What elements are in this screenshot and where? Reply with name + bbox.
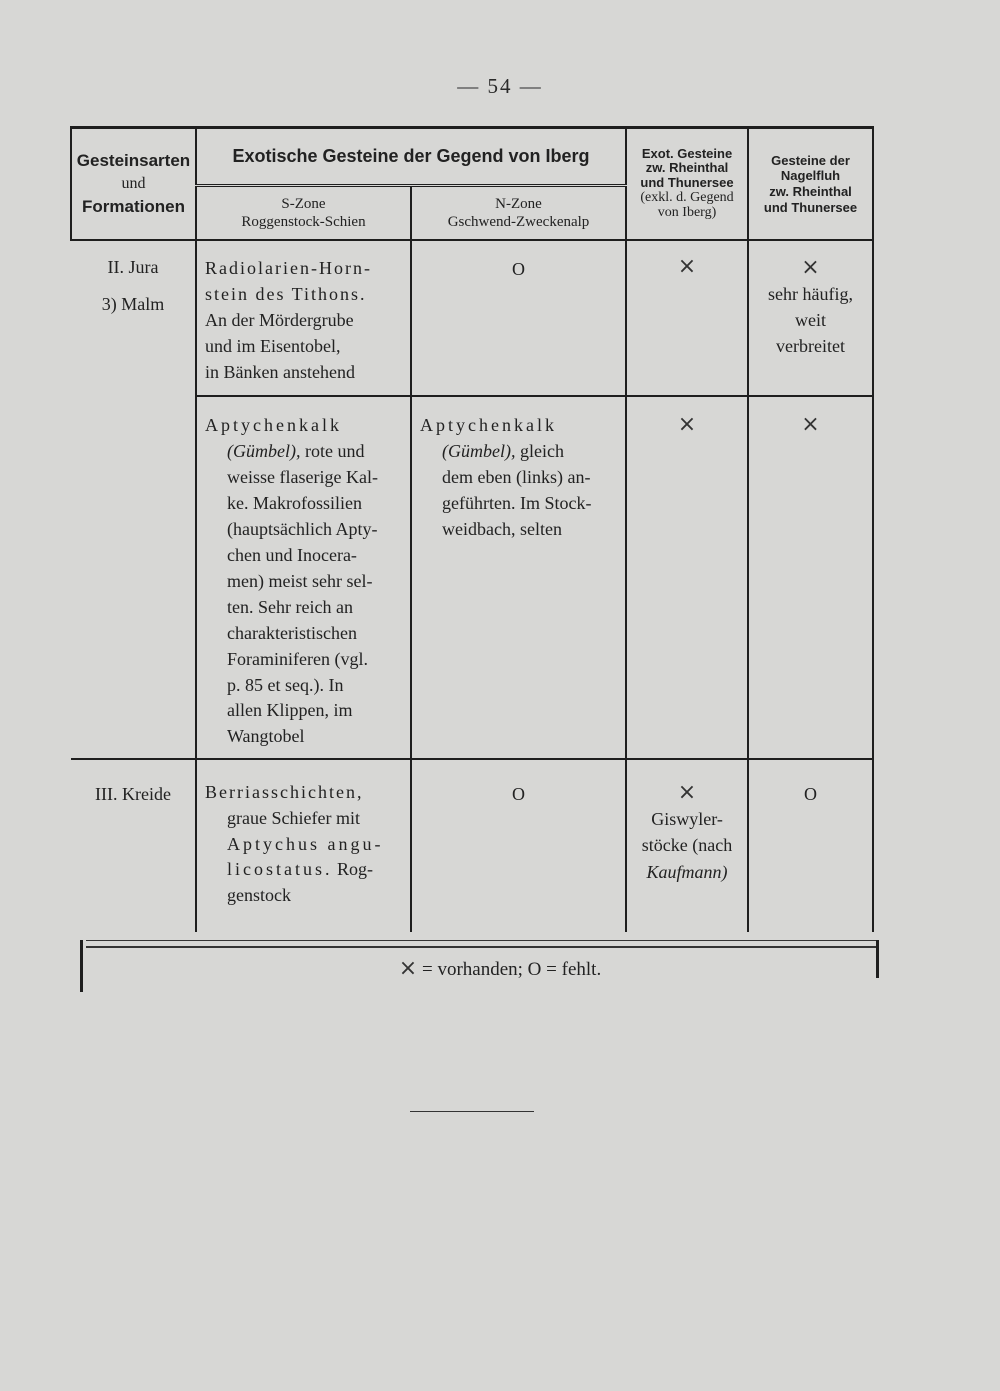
header-exot-cell [626, 128, 748, 241]
header-nagel-line3: zw. Rheinthal [769, 184, 852, 199]
radio-s-zone-line3: An der Mördergrube [205, 310, 354, 331]
header-formation-cell [71, 128, 196, 241]
radio-exot-cell [626, 240, 748, 396]
present-mark: × [677, 412, 697, 438]
formation-jura-line1: II. Jura [107, 257, 159, 277]
header-exot-line1: Exot. Gesteine [641, 146, 733, 162]
legend-present-text: = vorhanden; [421, 959, 523, 980]
absent-mark: O [512, 784, 525, 805]
radio-s-zone-line1: Radiolarien-Horn- [205, 258, 372, 278]
aptychen-s-line12: Wangtobel [227, 726, 305, 747]
absent-mark: O [804, 784, 818, 805]
aptychen-n-title: Aptychenkalk [420, 415, 557, 436]
present-mark: × [677, 780, 697, 806]
radio-nagel-line2: weit [795, 310, 827, 331]
radio-nagel-line3: verbreitet [776, 336, 845, 357]
page-number: — 54 — [457, 74, 543, 98]
radio-s-zone-line4: und im Eisentobel, [205, 336, 341, 357]
formation-kreide-label: III. Kreide [95, 784, 171, 805]
kreide-s-line3: Aptychus angu- [227, 833, 384, 854]
kreide-exot-line3: Kaufmann) [646, 861, 728, 882]
legend [0, 958, 1000, 981]
kreide-s-line1: Berriasschichten, [205, 782, 364, 803]
formation-jura-line2: 3) Malm [101, 294, 165, 315]
radio-s-zone-line5: in Bänken anstehend [205, 362, 355, 383]
kreide-s-line5: genstock [227, 885, 291, 906]
kreide-exot-line2: stöcke (nach [641, 835, 733, 856]
aptychen-s-line3: ke. Makrofossilien [227, 493, 362, 514]
present-mark: × [677, 254, 697, 279]
header-formation-line2: und [121, 174, 146, 192]
header-formation-line3: Formationen [82, 197, 185, 217]
kreide-s-zone-cell [196, 759, 411, 932]
aptychen-n-line3: geführten. Im Stock- [442, 493, 592, 514]
header-formation-line1: Gesteinsarten [76, 151, 191, 170]
present-mark: × [801, 255, 820, 280]
table-row [71, 240, 873, 396]
header-row [71, 128, 873, 186]
kreide-s-line4-spaced: licostatus. [227, 859, 333, 880]
kreide-nagel-cell [748, 759, 873, 932]
formation-kreide-cell [71, 759, 196, 932]
header-s-zone-line1: S-Zone [281, 196, 326, 212]
aptychen-s-line7: ten. Sehr reich an [227, 596, 353, 617]
aptychen-s-line9: Foraminiferen (vgl. [227, 648, 368, 669]
aptychen-s-author: (Gümbel), [227, 441, 301, 462]
header-exot-line3: und Thunersee [640, 174, 734, 190]
aptychen-nagel-cell [748, 396, 873, 759]
header-s-zone [196, 186, 411, 241]
aptychen-s-line8: charakteristischen [227, 622, 357, 643]
header-exot-line5: von Iberg) [657, 205, 717, 221]
header-n-zone-line2: Gschwend-Zweckenalp [447, 214, 590, 230]
kreide-exot-line1: Giswyler- [651, 809, 723, 830]
header-nagel-line4: und Thunersee [763, 199, 858, 215]
aptychen-n-line1: gleich [519, 441, 564, 462]
formation-jura-cell [71, 240, 196, 759]
kreide-n-zone-cell [411, 759, 626, 932]
header-s-zone-line2: Roggenstock-Schien [241, 214, 366, 230]
aptychen-exot-cell [626, 396, 748, 759]
legend-present-symbol: × [398, 956, 418, 981]
radio-s-zone-cell [196, 240, 411, 396]
bottom-divider [410, 1111, 534, 1112]
aptychen-s-line11: allen Klippen, im [227, 700, 353, 721]
radio-nagel-cell [748, 240, 873, 396]
aptychen-s-line4: (hauptsächlich Apty- [227, 519, 378, 540]
absent-mark: O [512, 259, 525, 279]
aptychen-s-line6: men) meist sehr sel- [227, 570, 373, 591]
kreide-s-line4-rest: Rog- [337, 859, 373, 880]
header-exotic-group-label: Exotische Gesteine der Gegend von Iberg [232, 145, 590, 166]
aptychen-s-zone-cell [196, 396, 411, 759]
legend-absent-symbol: O [527, 959, 542, 980]
radio-n-zone-cell [411, 240, 626, 396]
aptychen-n-zone-cell [411, 396, 626, 759]
header-nagel-line1: Gesteine der [771, 152, 850, 168]
aptychen-n-line2: dem eben (links) an- [442, 467, 591, 488]
aptychen-s-line2: weisse flaserige Kal- [227, 467, 378, 488]
aptychen-s-line1: rote und [304, 441, 365, 462]
legend-absent-text: = fehlt. [546, 959, 602, 980]
aptychen-n-line4: weidbach, selten [442, 519, 562, 540]
present-mark: × [801, 412, 820, 438]
header-nagel-line2: Nagelfluh [780, 168, 841, 184]
header-n-zone-line1: N-Zone [495, 196, 542, 212]
aptychen-n-author: (Gümbel), [442, 441, 516, 462]
kreide-exot-cell [626, 759, 748, 932]
header-exot-line4: (exkl. d. Gegend [640, 190, 734, 206]
header-exot-line2: zw. Rheinthal [645, 160, 729, 176]
formation-table [70, 126, 874, 932]
header-exotic-group [196, 128, 626, 186]
radio-s-zone-line2: stein des Tithons. [205, 284, 367, 305]
aptychen-s-line10: p. 85 et seq.). In [227, 674, 344, 695]
radio-nagel-line1: sehr häufig, [768, 284, 853, 305]
header-nagelfluh-cell [748, 128, 873, 241]
aptychen-s-line5: chen und Inocera- [227, 545, 357, 565]
table-bottom-rule [86, 940, 876, 948]
header-n-zone [411, 186, 626, 241]
kreide-s-line2: graue Schiefer mit [227, 807, 360, 828]
aptychen-s-title: Aptychenkalk [205, 415, 342, 436]
table-row [71, 759, 873, 932]
